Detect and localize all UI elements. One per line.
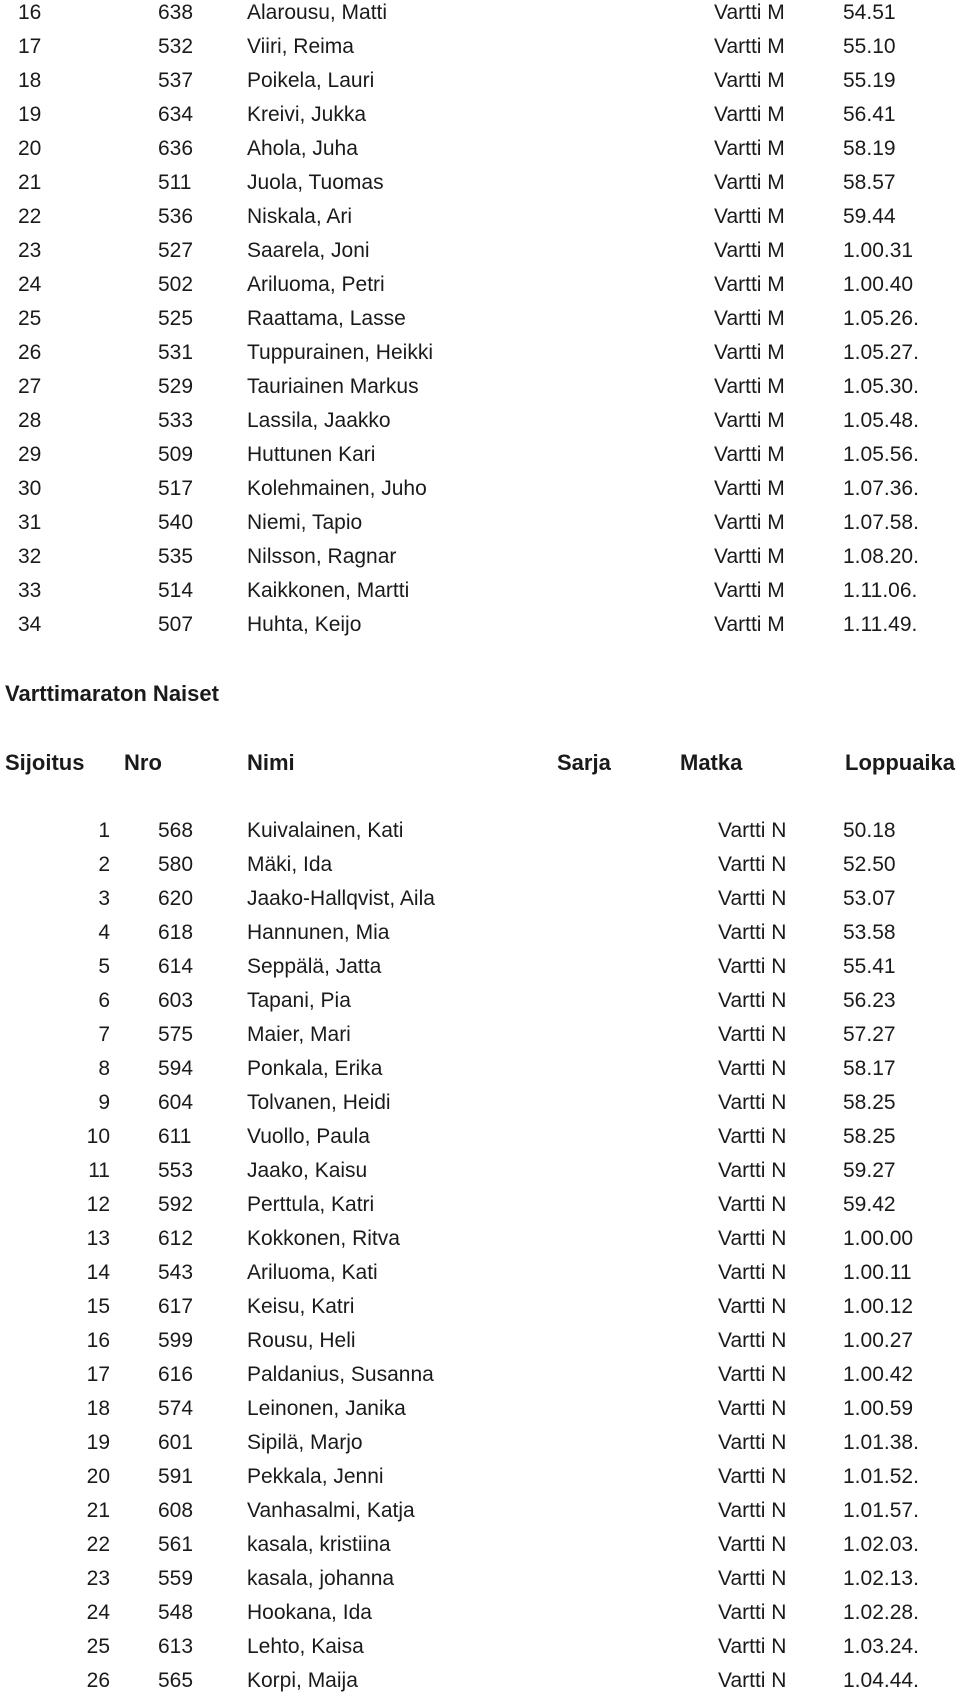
finish-time-cell: 1.02.28. — [843, 1601, 919, 1624]
finish-time-cell: 1.00.31 — [843, 239, 914, 262]
placement-cell: 14 — [86, 1261, 110, 1284]
name-cell: Jaako-Hallqvist, Aila — [247, 887, 435, 910]
finish-time-cell: 1.03.24. — [843, 1635, 919, 1658]
placement-cell: 30 — [18, 477, 42, 500]
finish-time-cell: 55.10 — [843, 35, 896, 58]
finish-time-cell: 1.07.36. — [843, 477, 919, 500]
name-cell: Kokkonen, Ritva — [247, 1227, 400, 1250]
bib-number-cell: 553 — [158, 1159, 194, 1182]
table-row — [0, 916, 960, 950]
bib-number-cell: 608 — [158, 1499, 194, 1522]
table-row — [0, 0, 960, 30]
name-cell: Vuollo, Paula — [247, 1125, 370, 1148]
bib-number-cell: 517 — [158, 477, 194, 500]
placement-cell: 9 — [98, 1091, 110, 1114]
finish-time-cell: 1.00.11 — [843, 1261, 912, 1284]
table-row — [0, 1426, 960, 1460]
placement-cell: 8 — [98, 1057, 110, 1080]
series-cell: Vartti N — [718, 1193, 787, 1216]
table-row — [0, 984, 960, 1018]
placement-cell: 16 — [86, 1329, 110, 1352]
series-cell: Vartti M — [714, 1, 785, 24]
name-cell: Leinonen, Janika — [247, 1397, 406, 1420]
placement-cell: 33 — [18, 579, 42, 602]
table-row — [0, 1494, 960, 1528]
series-cell: Vartti M — [714, 273, 785, 296]
finish-time-cell: 59.27 — [843, 1159, 896, 1182]
finish-time-cell: 55.19 — [843, 69, 896, 92]
series-cell: Vartti M — [714, 511, 785, 534]
bib-number-cell: 568 — [158, 819, 194, 842]
bib-number-cell: 507 — [158, 613, 194, 636]
finish-time-cell: 58.17 — [843, 1057, 896, 1080]
table-row — [0, 1188, 960, 1222]
finish-time-cell: 1.05.27. — [843, 341, 919, 364]
table-row — [0, 1052, 960, 1086]
placement-cell: 20 — [86, 1465, 110, 1488]
placement-cell: 10 — [86, 1125, 110, 1148]
series-cell: Vartti M — [714, 545, 785, 568]
name-cell: Jaako, Kaisu — [247, 1159, 368, 1182]
table-row — [0, 30, 960, 64]
placement-cell: 1 — [98, 819, 110, 842]
series-cell: Vartti M — [714, 137, 785, 160]
finish-time-cell: 53.58 — [843, 921, 896, 944]
finish-time-cell: 58.19 — [843, 137, 896, 160]
series-cell: Vartti M — [714, 375, 785, 398]
finish-time-cell: 50.18 — [843, 819, 896, 842]
name-cell: Saarela, Joni — [247, 239, 370, 262]
table-row — [0, 1528, 960, 1562]
series-cell: Vartti N — [718, 1669, 787, 1692]
finish-time-cell: 1.11.49. — [843, 613, 918, 636]
finish-time-cell: 53.07 — [843, 887, 896, 910]
placement-cell: 28 — [18, 409, 42, 432]
series-cell: Vartti N — [718, 853, 787, 876]
name-cell: Niemi, Tapio — [247, 511, 363, 534]
bib-number-cell: 543 — [158, 1261, 194, 1284]
bib-number-cell: 616 — [158, 1363, 194, 1386]
bib-number-cell: 533 — [158, 409, 194, 432]
placement-cell: 21 — [18, 171, 42, 194]
series-cell: Vartti N — [718, 1227, 787, 1250]
bib-number-cell: 634 — [158, 103, 194, 126]
header-sarja: Sarja — [557, 750, 611, 775]
table-row — [0, 1358, 960, 1392]
table-row — [0, 950, 960, 984]
bib-number-cell: 540 — [158, 511, 194, 534]
table-row — [0, 1460, 960, 1494]
name-cell: Lehto, Kaisa — [247, 1635, 364, 1658]
bib-number-cell: 604 — [158, 1091, 194, 1114]
bib-number-cell: 502 — [158, 273, 194, 296]
series-cell: Vartti M — [714, 103, 785, 126]
finish-time-cell: 58.25 — [843, 1125, 896, 1148]
series-cell: Vartti N — [718, 1159, 787, 1182]
placement-cell: 32 — [18, 545, 42, 568]
bib-number-cell: 548 — [158, 1601, 194, 1624]
table-row — [0, 1154, 960, 1188]
bib-number-cell: 532 — [158, 35, 194, 58]
name-cell: Kaikkonen, Martti — [247, 579, 410, 602]
finish-time-cell: 1.00.59 — [843, 1397, 914, 1420]
table-row — [0, 1664, 960, 1698]
bib-number-cell: 603 — [158, 989, 194, 1012]
bib-number-cell: 580 — [158, 853, 194, 876]
finish-time-cell: 1.11.06. — [843, 579, 918, 602]
header-nimi: Nimi — [247, 750, 295, 775]
name-cell: Pekkala, Jenni — [247, 1465, 384, 1488]
finish-time-cell: 1.01.57. — [843, 1499, 919, 1522]
placement-cell: 24 — [86, 1601, 110, 1624]
bib-number-cell: 636 — [158, 137, 194, 160]
name-cell: Mäki, Ida — [247, 853, 333, 876]
placement-cell: 13 — [86, 1227, 110, 1250]
bib-number-cell: 611 — [158, 1125, 192, 1148]
name-cell: Kolehmainen, Juho — [247, 477, 427, 500]
series-cell: Vartti N — [718, 1567, 787, 1590]
placement-cell: 26 — [86, 1669, 110, 1692]
name-cell: Kreivi, Jukka — [247, 103, 367, 126]
table-row — [0, 1018, 960, 1052]
name-cell: kasala, johanna — [247, 1567, 395, 1590]
finish-time-cell: 57.27 — [843, 1023, 896, 1046]
name-cell: Seppälä, Jatta — [247, 955, 382, 978]
finish-time-cell: 1.05.26. — [843, 307, 919, 330]
bib-number-cell: 525 — [158, 307, 194, 330]
name-cell: Korpi, Maija — [247, 1669, 358, 1692]
name-cell: Juola, Tuomas — [247, 171, 384, 194]
bib-number-cell: 536 — [158, 205, 194, 228]
table-row — [0, 1630, 960, 1664]
table-row — [0, 608, 960, 642]
placement-cell: 19 — [18, 103, 42, 126]
series-cell: Vartti N — [718, 1091, 787, 1114]
series-cell: Vartti N — [718, 1533, 787, 1556]
table-row — [0, 166, 960, 200]
bib-number-cell: 527 — [158, 239, 194, 262]
series-cell: Vartti M — [714, 613, 785, 636]
placement-cell: 34 — [18, 613, 42, 636]
placement-cell: 18 — [86, 1397, 110, 1420]
bib-number-cell: 612 — [158, 1227, 194, 1250]
header-matka: Matka — [680, 750, 743, 775]
finish-time-cell: 1.07.58. — [843, 511, 919, 534]
finish-time-cell: 1.05.30. — [843, 375, 919, 398]
header-sijoitus: Sijoitus — [5, 750, 85, 775]
bib-number-cell: 618 — [158, 921, 194, 944]
bib-number-cell: 537 — [158, 69, 194, 92]
placement-cell: 27 — [18, 375, 42, 398]
name-cell: Hannunen, Mia — [247, 921, 390, 944]
table-row — [0, 1392, 960, 1426]
series-cell: Vartti M — [714, 409, 785, 432]
series-cell: Vartti N — [718, 1329, 787, 1352]
placement-cell: 12 — [86, 1193, 110, 1216]
series-cell: Vartti M — [714, 171, 785, 194]
name-cell: Ariluoma, Petri — [247, 273, 385, 296]
table-row — [0, 98, 960, 132]
placement-cell: 18 — [18, 69, 42, 92]
finish-time-cell: 1.00.42 — [843, 1363, 914, 1386]
table-row — [0, 1222, 960, 1256]
table-row — [0, 336, 960, 370]
series-cell: Vartti N — [718, 887, 787, 910]
series-cell: Vartti N — [718, 1261, 787, 1284]
name-cell: Alarousu, Matti — [247, 1, 388, 24]
table-row — [0, 506, 960, 540]
finish-time-cell: 56.41 — [843, 103, 896, 126]
name-cell: Niskala, Ari — [247, 205, 353, 228]
series-cell: Vartti N — [718, 1057, 787, 1080]
name-cell: Keisu, Katri — [247, 1295, 355, 1318]
series-cell: Vartti N — [718, 955, 787, 978]
bib-number-cell: 514 — [158, 579, 194, 602]
header-loppuaika: Loppuaika — [845, 750, 956, 775]
placement-cell: 26 — [18, 341, 42, 364]
series-cell: Vartti N — [718, 1397, 787, 1420]
placement-cell: 25 — [18, 307, 42, 330]
bib-number-cell: 559 — [158, 1567, 194, 1590]
bib-number-cell: 601 — [158, 1431, 194, 1454]
placement-cell: 20 — [18, 137, 42, 160]
finish-time-cell: 1.08.20. — [843, 545, 919, 568]
bib-number-cell: 565 — [158, 1669, 194, 1692]
name-cell: Rousu, Heli — [247, 1329, 356, 1352]
bib-number-cell: 594 — [158, 1057, 194, 1080]
bib-number-cell: 535 — [158, 545, 194, 568]
name-cell: Maier, Mari — [247, 1023, 351, 1046]
placement-cell: 19 — [86, 1431, 110, 1454]
table-row — [0, 574, 960, 608]
placement-cell: 24 — [18, 273, 42, 296]
bib-number-cell: 529 — [158, 375, 194, 398]
series-cell: Vartti N — [718, 921, 787, 944]
series-cell: Vartti M — [714, 443, 785, 466]
series-cell: Vartti N — [718, 1601, 787, 1624]
series-cell: Vartti N — [718, 1635, 787, 1658]
table-row — [0, 200, 960, 234]
placement-cell: 2 — [98, 853, 110, 876]
placement-cell: 3 — [98, 887, 110, 910]
placement-cell: 21 — [86, 1499, 110, 1522]
name-cell: Paldanius, Susanna — [247, 1363, 434, 1386]
series-cell: Vartti M — [714, 307, 785, 330]
name-cell: Poikela, Lauri — [247, 69, 375, 92]
series-cell: Vartti M — [714, 579, 785, 602]
name-cell: Ariluoma, Kati — [247, 1261, 378, 1284]
bib-number-cell: 531 — [158, 341, 194, 364]
placement-cell: 31 — [18, 511, 42, 534]
series-cell: Vartti N — [718, 819, 787, 842]
series-cell: Vartti N — [718, 1125, 787, 1148]
name-cell: Nilsson, Ragnar — [247, 545, 397, 568]
table-row — [0, 404, 960, 438]
placement-cell: 4 — [98, 921, 110, 944]
bib-number-cell: 592 — [158, 1193, 194, 1216]
name-cell: Tapani, Pia — [247, 989, 351, 1012]
table-row — [0, 848, 960, 882]
table-row — [0, 234, 960, 268]
placement-cell: 16 — [18, 1, 42, 24]
table-row — [0, 1120, 960, 1154]
finish-time-cell: 1.01.52. — [843, 1465, 919, 1488]
placement-cell: 7 — [98, 1023, 110, 1046]
name-cell: Huttunen Kari — [247, 443, 376, 466]
table-row — [0, 438, 960, 472]
bib-number-cell: 638 — [158, 1, 194, 24]
placement-cell: 25 — [86, 1635, 110, 1658]
finish-time-cell: 59.42 — [843, 1193, 896, 1216]
finish-time-cell: 58.25 — [843, 1091, 896, 1114]
placement-cell: 5 — [98, 955, 110, 978]
series-cell: Vartti M — [714, 341, 785, 364]
series-cell: Vartti N — [718, 989, 787, 1012]
series-cell: Vartti N — [718, 1363, 787, 1386]
table-row — [0, 1324, 960, 1358]
finish-time-cell: 55.41 — [843, 955, 896, 978]
finish-time-cell: 56.23 — [843, 989, 896, 1012]
placement-cell: 17 — [86, 1363, 110, 1386]
finish-time-cell: 58.57 — [843, 171, 896, 194]
placement-cell: 15 — [86, 1295, 110, 1318]
name-cell: Perttula, Katri — [247, 1193, 375, 1216]
name-cell: Vanhasalmi, Katja — [247, 1499, 415, 1522]
table-row — [0, 370, 960, 404]
series-cell: Vartti N — [718, 1431, 787, 1454]
finish-time-cell: 1.02.13. — [843, 1567, 919, 1590]
series-cell: Vartti M — [714, 477, 785, 500]
table-row — [0, 1596, 960, 1630]
name-cell: Ponkala, Erika — [247, 1057, 383, 1080]
name-cell: Viiri, Reima — [247, 35, 354, 58]
table-row — [0, 64, 960, 98]
bib-number-cell: 574 — [158, 1397, 194, 1420]
placement-cell: 23 — [86, 1567, 110, 1590]
placement-cell: 22 — [86, 1533, 110, 1556]
name-cell: Raattama, Lasse — [247, 307, 406, 330]
section-title: Varttimaraton Naiset — [5, 681, 219, 706]
placement-cell: 29 — [18, 443, 42, 466]
name-cell: Tauriainen Markus — [247, 375, 419, 398]
name-cell: Tuppurainen, Heikki — [247, 341, 433, 364]
series-cell: Vartti M — [714, 205, 785, 228]
finish-time-cell: 1.00.27 — [843, 1329, 914, 1352]
name-cell: Hookana, Ida — [247, 1601, 372, 1624]
placement-cell: 17 — [18, 35, 42, 58]
bib-number-cell: 614 — [158, 955, 194, 978]
finish-time-cell: 1.05.48. — [843, 409, 919, 432]
finish-time-cell: 1.02.03. — [843, 1533, 919, 1556]
series-cell: Vartti N — [718, 1499, 787, 1522]
bib-number-cell: 561 — [158, 1533, 194, 1556]
finish-time-cell: 59.44 — [843, 205, 896, 228]
placement-cell: 6 — [98, 989, 110, 1012]
bib-number-cell: 620 — [158, 887, 194, 910]
name-cell: kasala, kristiina — [247, 1533, 391, 1556]
name-cell: Tolvanen, Heidi — [247, 1091, 391, 1114]
placement-cell: 11 — [88, 1159, 110, 1182]
table-row — [0, 1086, 960, 1120]
placement-cell: 22 — [18, 205, 42, 228]
name-cell: Sipilä, Marjo — [247, 1431, 363, 1454]
finish-time-cell: 1.05.56. — [843, 443, 919, 466]
series-cell: Vartti M — [714, 69, 785, 92]
name-cell: Ahola, Juha — [247, 137, 358, 160]
name-cell: Kuivalainen, Kati — [247, 819, 404, 842]
finish-time-cell: 1.00.12 — [843, 1295, 914, 1318]
header-nro: Nro — [124, 750, 162, 775]
finish-time-cell: 1.00.40 — [843, 273, 914, 296]
name-cell: Lassila, Jaakko — [247, 409, 391, 432]
table-row — [0, 302, 960, 336]
finish-time-cell: 1.01.38. — [843, 1431, 919, 1454]
finish-time-cell: 52.50 — [843, 853, 896, 876]
placement-cell: 23 — [18, 239, 42, 262]
bib-number-cell: 509 — [158, 443, 194, 466]
series-cell: Vartti N — [718, 1465, 787, 1488]
bib-number-cell: 617 — [158, 1295, 194, 1318]
series-cell: Vartti N — [718, 1295, 787, 1318]
table-row — [0, 540, 960, 574]
series-cell: Vartti M — [714, 239, 785, 262]
table-row — [0, 1290, 960, 1324]
table-row — [0, 1562, 960, 1596]
name-cell: Huhta, Keijo — [247, 613, 362, 636]
bib-number-cell: 511 — [158, 171, 192, 194]
table-row — [0, 132, 960, 166]
finish-time-cell: 1.00.00 — [843, 1227, 914, 1250]
series-cell: Vartti M — [714, 35, 785, 58]
series-cell: Vartti N — [718, 1023, 787, 1046]
bib-number-cell: 591 — [158, 1465, 194, 1488]
table-row — [0, 814, 960, 848]
finish-time-cell: 54.51 — [843, 1, 896, 24]
table-row — [0, 1256, 960, 1290]
table-row — [0, 268, 960, 302]
table-row — [0, 472, 960, 506]
finish-time-cell: 1.04.44. — [843, 1669, 919, 1692]
table-row — [0, 882, 960, 916]
bib-number-cell: 599 — [158, 1329, 194, 1352]
bib-number-cell: 575 — [158, 1023, 194, 1046]
bib-number-cell: 613 — [158, 1635, 194, 1658]
